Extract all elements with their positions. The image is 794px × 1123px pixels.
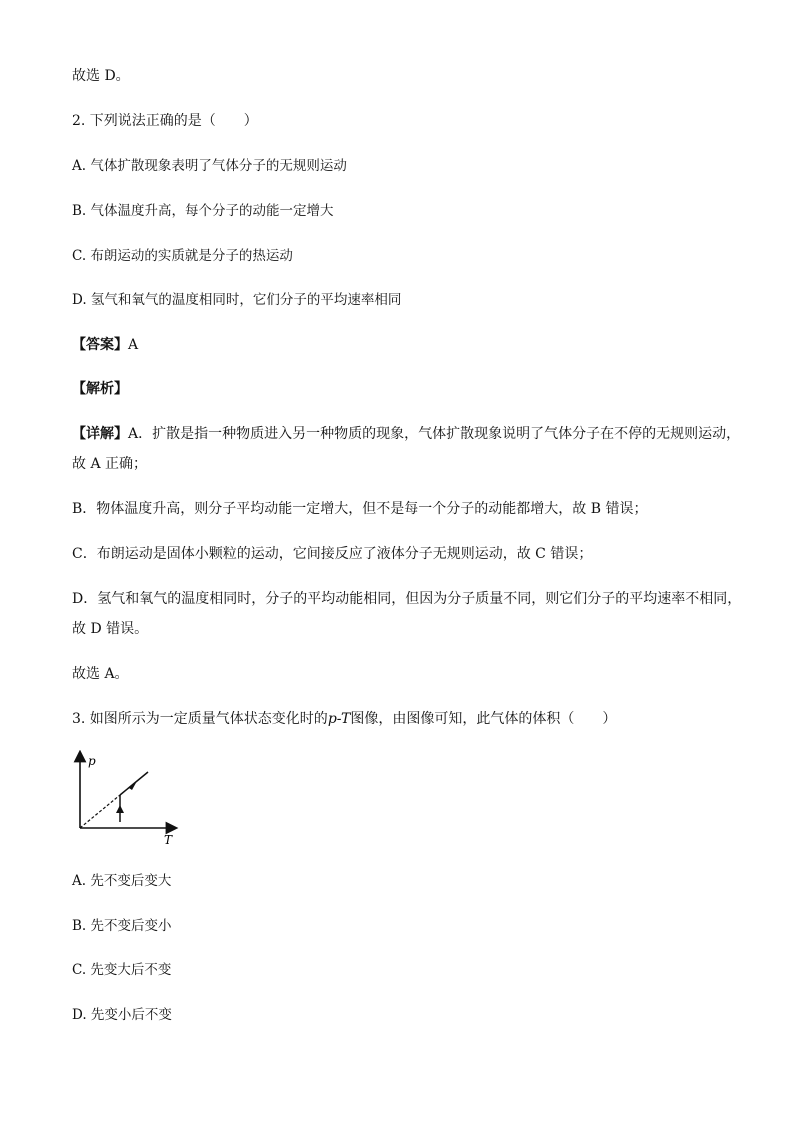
detail-a-text: A．扩散是指一种物质进入另一种物质的现象，气体扩散现象说明了气体分子在不停的无规则运动，	[128, 426, 741, 442]
conclusion-d: 故选 D。	[72, 68, 130, 84]
detail-line-4: C．布朗运动是固体小颗粒的运动，它间接反应了液体分子无规则运动，故 C 错误；	[72, 546, 593, 562]
detail-line-1	[72, 424, 740, 444]
y-axis-label: p	[88, 754, 96, 768]
question-2-stem: 2. 下列说法正确的是（ ）	[72, 113, 258, 129]
question-2-option-b: B. 气体温度升高，每个分子的动能一定增大	[72, 203, 334, 219]
x-axis-label: T	[164, 833, 173, 847]
question-2-option-c: C. 布朗运动的实质就是分子的热运动	[72, 248, 293, 264]
question-3-option-a: A. 先不变后变大	[72, 873, 172, 889]
answer-line	[72, 335, 138, 355]
detail-line-6: 故 D 错误。	[72, 621, 149, 637]
analysis-label: 【解析】	[72, 381, 128, 397]
question-2-option-d: D. 氢气和氧气的温度相同时，它们分子的平均速率相同	[72, 292, 402, 308]
question-3-pre: 3. 如图所示为一定质量气体状态变化时的	[72, 711, 328, 727]
answer-label: 【答案】	[72, 337, 128, 353]
pt-graph	[66, 750, 186, 850]
detail-label: 【详解】	[72, 426, 128, 442]
vertical-arrow-icon	[116, 805, 124, 813]
question-3-option-c: C. 先变大后不变	[72, 962, 172, 978]
question-3-option-d: D. 先变小后不变	[72, 1007, 172, 1023]
sloped-segment	[120, 772, 148, 795]
answer-value: A	[128, 337, 139, 353]
detail-line-2: 故 A 正确；	[72, 456, 148, 472]
sloped-arrow-icon	[129, 781, 137, 790]
question-3-post: 图像，由图像可知，此气体的体积（ ）	[350, 711, 617, 727]
dashed-extension	[80, 795, 120, 828]
question-3-option-b: B. 先不变后变小	[72, 918, 172, 934]
conclusion-a: 故选 A。	[72, 666, 129, 682]
question-3-pt: p-T	[327, 711, 351, 727]
question-2-option-a: A. 气体扩散现象表明了气体分子的无规则运动	[72, 158, 347, 174]
detail-line-3: B．物体温度升高，则分子平均动能一定增大，但不是每一个分子的动能都增大，故 B 错误；	[72, 501, 648, 517]
detail-line-5: D．氢气和氧气的温度相同时，分子的平均动能相同，但因为分子质量不同，则它们分子的平均速率不相同，	[72, 591, 742, 607]
question-3-stem	[72, 709, 616, 729]
